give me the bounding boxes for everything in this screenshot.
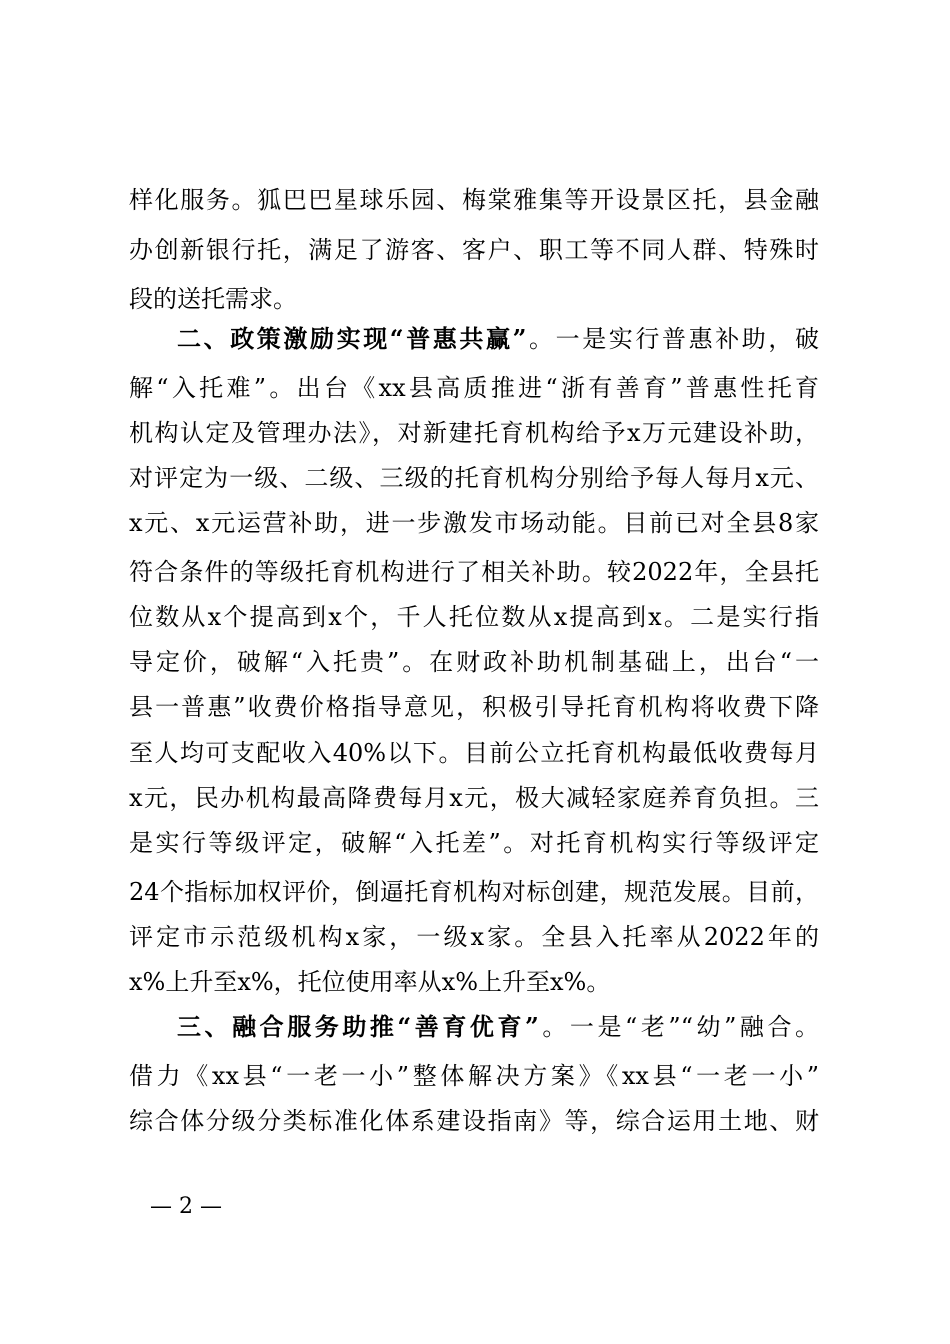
page-number: — 2 — [150,1194,222,1219]
paragraph-line: 是实行等级评定，破解“入托差”。对托育机构实行等级评定 [129,829,819,857]
paragraph-line: 符合条件的等级托育机构进行了相关补助。较2022年，全县托 [129,558,819,586]
paragraph-line: x元、x元运营补助，进一步激发市场动能。目前已对全县8家 [129,509,819,537]
paragraph-line: 至人均可支配收入40%以下。目前公立托育机构最低收费每月 [129,739,819,767]
paragraph-line: 对评定为一级、二级、三级的托育机构分别给予每人每月x元、 [129,464,819,492]
paragraph-line: x%上升至x%，托位使用率从x%上升至x%。 [129,968,611,996]
paragraph-line: 段的送托需求。 [129,285,297,313]
paragraph-line: 机构认定及管理办法》，对新建托育机构给予x万元建设补助， [129,419,819,447]
section-heading: 三、融合服务助推“善育优育” [177,1012,539,1041]
paragraph-line: 综合体分级分类标准化体系建设指南》等，综合运用土地、财 [129,1107,819,1135]
paragraph-line: 解“入托难”。出台《xx县高质推进“浙有善育”普惠性托育 [129,374,819,402]
paragraph-line: 县一普惠”收费价格指导意见，积极引导托育机构将收费下降 [129,693,819,721]
paragraph-text: 。一是实行普惠补助，破 [526,325,819,353]
paragraph-line: x元，民办机构最高降费每月x元，极大减轻家庭养育负担。三 [129,784,819,812]
paragraph-line: 办创新银行托，满足了游客、客户、职工等不同人群、特殊时 [129,236,819,264]
paragraph-text: 。一是“老”“幼”融合。 [538,1013,819,1041]
paragraph-line: 评定市示范级机构x家，一级x家。全县入托率从2022年的 [129,923,819,951]
paragraph-line: 样化服务。狐巴巴星球乐园、梅棠雅集等开设景区托，县金融 [129,186,819,214]
section-heading: 二、政策激励实现“普惠共赢” [177,324,527,353]
paragraph-line: 导定价，破解“入托贵”。在财政补助机制基础上，出台“一 [129,648,819,676]
paragraph-line: 24个指标加权评价，倒逼托育机构对标创建，规范发展。目前， [129,878,819,906]
section-heading-line [177,324,819,354]
paragraph-line: 位数从x个提高到x个，千人托位数从x提高到x。二是实行指 [129,603,819,631]
paragraph-line: 借力《xx县“一老一小”整体解决方案》《xx县“一老一小” [129,1062,819,1090]
section-heading-line [177,1012,819,1042]
